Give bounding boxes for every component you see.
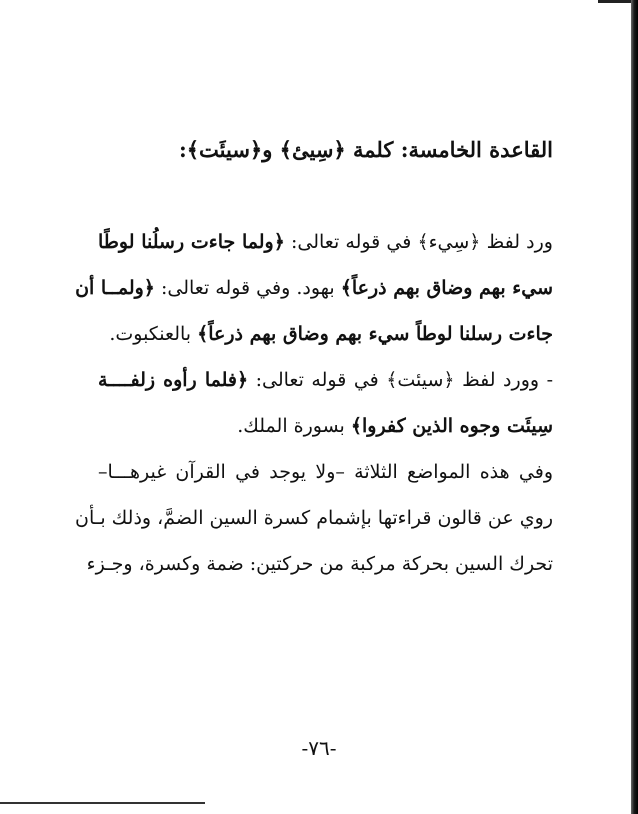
quran-quote: جاءت رسلنا لوطاً سيء بهم وضاق بهم ذرعاً﴾ xyxy=(197,323,553,345)
quran-quote: سيء بهم وضاق بهم ذرعاً﴾ xyxy=(340,277,553,299)
text-line xyxy=(98,403,553,449)
text-span: بالعنكبوت. xyxy=(109,323,198,345)
quran-quote: ﴿ولما جاءت رسلُنا لوطًا xyxy=(98,231,285,253)
scan-edge-bottom xyxy=(0,802,205,804)
text-span: بهود. وفي قوله تعالى: xyxy=(154,277,341,299)
text-line xyxy=(98,311,553,357)
text-line: تحرك السين بحركة مركبة من حركتين: ضمة وكسرة، وجـزء xyxy=(86,553,553,575)
text-line: وفي هذه المواضع الثلاثة –ولا يوجد في القرآن غيرهـــا– xyxy=(98,461,553,483)
section-heading: القاعدة الخامسة: كلمة ﴿سِيئ﴾ و﴿سيئَت﴾: xyxy=(178,137,553,162)
quran-quote: ﴿فلما رأوه زلفــــة xyxy=(98,369,249,391)
page-body xyxy=(75,130,553,587)
text-span: - وورد لفظ ﴿سيئت﴾ في قوله تعالى: xyxy=(248,369,553,391)
text-span: بسورة الملك. xyxy=(237,415,351,437)
page-number: -٧٦- xyxy=(301,736,337,760)
text-line xyxy=(75,265,553,311)
heading-spacing xyxy=(98,170,553,219)
scan-edge-right xyxy=(631,0,638,814)
text-line xyxy=(98,357,553,403)
text-line xyxy=(98,219,553,265)
quran-quote: سِيئَت وجوه الذين كفروا﴾ xyxy=(350,415,553,437)
text-span: ورد لفظ ﴿سِيء﴾ في قوله تعالى: xyxy=(284,231,553,253)
quran-quote: ﴿ولمــا أن xyxy=(75,277,155,299)
text-line: روي عن قالون قراءتها بإشمام كسرة السين الضمَّ، وذلك بـأن xyxy=(75,507,553,529)
